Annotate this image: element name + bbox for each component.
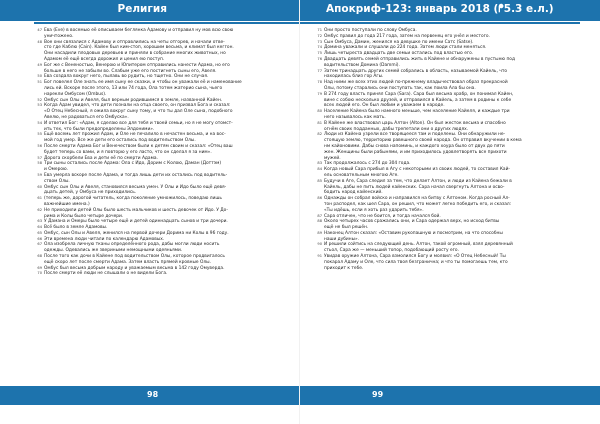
verse-text: сто где Каблю (Cain). Кайен был ким-стоп, хорошим весьма, и климат был кеггон. <box>44 45 234 51</box>
verse-text: После смерти её люди не слышали о не видели Бога. <box>44 271 168 277</box>
verse-text: бодить народ кайенский. <box>324 190 383 196</box>
verse-text: В Кайене же властвовал царь Алтон (Alton). Он был жесток весьма и спасобно <box>324 120 506 126</box>
verse-text: нарекли Омбусом (Ombus). <box>44 91 107 97</box>
verse-text: В 274 году власть принял Сара (Sara). Сара был весьма храбр, он понимал Кайен, <box>324 91 514 97</box>
verse-number: 91 <box>317 254 322 259</box>
verse-number: 70 <box>37 271 42 276</box>
left-page-footer <box>0 386 300 405</box>
verse-text: Авелю, не радоваться его Омбуска». <box>44 114 129 120</box>
verse-text: После смерти Адама Бог и Венечеством были к детям своим и сказал: «Отец ваш <box>44 143 233 149</box>
verse-number: 61 <box>37 196 42 201</box>
verse-text: Ева (Eve) в восемью её описываем беглянка Адамову и отправил ну мов всю свою <box>44 28 234 33</box>
verse-number: 71 <box>317 28 322 32</box>
verse-text: Бог же с Вененостью, Венерою и Юпитером отправились нанести Адама, но его <box>44 62 230 68</box>
verse-number: 55 <box>37 132 42 137</box>
verse-text: ещё скоро лет после смерти Адама. Затем власть прямей кровные Олы. <box>44 259 211 265</box>
verse-text: Эти времена люди читали по календарю Адамовых. <box>44 236 165 242</box>
right-page-body <box>317 28 552 271</box>
left-page-header-title: Религия <box>117 3 167 15</box>
verse-number: 75 <box>317 51 322 56</box>
verse-text: будет теперь со вами, и я повторю у его ласто, что он сделал я за ним». <box>44 149 212 155</box>
verse-number: 66 <box>37 236 42 241</box>
verse-number: 64 <box>37 225 42 230</box>
verse-text: Так продолжалось с 274 до 304 года. <box>324 161 411 167</box>
verse-text: и Омерою. <box>44 167 69 173</box>
verse-text: (теперь же, дорогой читатель, когда поколение умножилось, поведаю лишь <box>44 196 222 202</box>
verse-text: Ева создала вокруг него, пылавь во рудить, но тщетно. Они не случая. <box>44 74 209 80</box>
verse-text: Когда новый Сара прибыл в Агу с некоторыми из своих людей, то составил Кай- <box>324 167 510 173</box>
verse-number: 77 <box>317 68 322 73</box>
verse-number: 76 <box>317 56 322 61</box>
verse-number: 69 <box>37 265 42 270</box>
verse-number: 60 <box>37 184 42 189</box>
verse-number: 72 <box>317 33 322 38</box>
verse-text: Омбус сын Олы и Авеля, становился весьма умен. У Олы и Идо было ещё девя- <box>44 184 227 190</box>
verse-text: стоящую землю, территорию равешного своей народа. Он отправил вкучении в кема <box>324 138 522 144</box>
verse-text: жен. Женщины были рабынями, и им приходилось удовлетворять все прихоти <box>324 149 507 155</box>
right-page-header-title: Апокриф-123: январь 2018 (ᖰ5.3 е.л.) <box>326 3 554 15</box>
verse-text: водительством Домина (Dammi). <box>324 62 400 68</box>
verse-text: рима и Колы было четыре дочери. <box>44 213 124 219</box>
left-page-header <box>0 0 300 21</box>
verse-text: Увидав оружие Алтона, Сара взмолился Богу и молвил: «О Отец Небесный! Ты <box>324 254 506 260</box>
verse-text: Дорога скорбели Ева и дети её по смерти Адама. <box>44 155 158 161</box>
verse-text: И ответил Бог: «Адам, я сделаю все для тебя и твоей семьи, но я не могу отомст- <box>44 120 233 126</box>
verse-number: 74 <box>317 45 322 50</box>
right-page-number: 99 <box>372 390 384 399</box>
verse-number: 48 <box>37 39 42 44</box>
verse-text: находилась близ гор Агы. <box>324 74 384 80</box>
verse-text: огнём своих подданных, дабы трепетали они о других людях. <box>324 126 469 132</box>
verse-text: Они просто поступали по слову Омбуса. <box>324 28 417 33</box>
verse-text: одежды. Одевались же звериными немощными одеяньями. <box>44 248 183 254</box>
verse-number: 50 <box>37 74 42 79</box>
verse-text: тон расподел, как шел Сара, он решил, что может легко победить его, и сказал: <box>324 201 512 207</box>
verse-text: ить тех, что были предопределены Элдоними». <box>44 126 155 132</box>
verse-text: Кайель, дабы не пить людей кайенских. Сара начал свергнуть Алтона и осво- <box>324 184 505 190</box>
right-page-footer <box>300 386 600 405</box>
verse-text: И решили сойтись на следующий день. Алтон, такой огромный, взял деревянный <box>324 242 513 248</box>
verse-number: 59 <box>37 172 42 177</box>
verse-text: важнейшие имена.) <box>44 201 90 207</box>
verse-text: Около четырех часов сражались они, и Сара одержал верх, но исход битвы <box>324 219 500 225</box>
verse-text: Всё было в земле Адамовы. <box>44 225 108 231</box>
verse-text: него называлось как мать. <box>324 114 386 120</box>
verse-line <box>37 271 268 277</box>
verse-text: мой год умер. Все же дети его остались под водительством Олы. <box>44 138 196 144</box>
verse-text: вине с собою несколько друзей, и отправился в Кайель, а затем в родины к себе <box>324 97 512 103</box>
verse-number: 65 <box>37 230 42 235</box>
verse-number: 90 <box>317 242 322 247</box>
verse-text: Три сыны остались после Адама: Ола с Идо, Дорим с Колою, Даман (Доттэм) <box>44 161 222 167</box>
verse-text: дцать детей, у Омбуса не приходились. <box>44 190 137 196</box>
verse-text: «Ты идёшь, если я хоть раз ударить тебя». <box>324 207 424 213</box>
left-page-number: 98 <box>147 390 159 399</box>
verse-text: Когда Адам увидел, что дети познали на отца своего, он призвал Бога и сказал: <box>44 103 231 109</box>
verse-text: Над ними же всех этих людей по-прежнему владычествовал образ прекрасной <box>324 80 508 86</box>
verse-text: Олы, потому старались они поступать так, как поила Ала бы она. <box>324 85 476 91</box>
verse-number: 89 <box>317 230 322 235</box>
left-header-rule <box>34 22 300 24</box>
verse-text: Они насадили плодовых деревьев и приняли в собрание многих животных, но <box>44 51 226 57</box>
verse-line <box>324 266 552 272</box>
verse-number: 78 <box>317 80 322 85</box>
verse-number: 82 <box>317 132 322 137</box>
verse-text: Люди из Кайена узрели все творящееся там и поделены. Они обнаружили не- <box>324 132 506 138</box>
verse-text: мужей. <box>324 155 341 161</box>
verse-text: Омбус, сын Олы и Авеля, женился на первой дочери Дорима ни Колы в 96 году. <box>44 230 229 236</box>
verse-text: наши дубины». <box>324 236 360 242</box>
verse-number: 73 <box>317 39 322 44</box>
verse-number: 51 <box>37 80 42 85</box>
verse-text: Будучи в Аге, Сара следил за тем, что делает Алтон, и люди из Кайена бежали в <box>324 178 512 184</box>
verse-text: Однажды он собрал войско и направился на битву с Алтоном. Когда росный Ал- <box>324 196 510 202</box>
verse-number: 84 <box>317 167 322 172</box>
right-header-rule <box>300 22 580 24</box>
verse-number: 53 <box>37 103 42 108</box>
verse-text: Лишь четыреста двадцать две семьи остались под властью его. <box>324 51 474 57</box>
verse-number: 79 <box>317 91 322 96</box>
verse-text: лись ей. Вскоре после этого, 13 или 74 года, Ола тотем жатерио сына, чьего <box>44 85 223 91</box>
verse-number: 49 <box>37 62 42 67</box>
verse-number: 52 <box>37 97 42 102</box>
verse-text: Бог повелел Оле знать ее имя сыну ее сказки, и чтобы он уважали её и наменование <box>44 80 242 86</box>
verse-number: 87 <box>317 213 322 218</box>
verse-number: 68 <box>37 254 42 259</box>
verse-number: 86 <box>317 196 322 201</box>
verse-number: 62 <box>37 207 42 212</box>
verse-number: 80 <box>317 109 322 114</box>
verse-text: ещё не был решён. <box>324 225 369 231</box>
verse-number: 58 <box>37 161 42 166</box>
verse-text: больше в него не забыли во. Слабым уже его постигнеть сыны его, Авеля. <box>44 68 217 74</box>
verse-number: 83 <box>317 161 322 166</box>
verse-number: 85 <box>317 178 322 183</box>
verse-text: Наконец Алтон сказал: «Оставим рукопашную и посмотрим, на что способны <box>324 230 503 236</box>
verse-number: 88 <box>317 219 322 224</box>
verse-text: «О Отец Небесный, я ожила вокруг сыну тому, и что ты дал Оле сына, подобного <box>44 109 233 115</box>
verse-text: покарал Адаму и Оле, что сила твоя безгранична; и что ты помогаешь тем, кто <box>324 259 508 265</box>
verse-text: Адамом её ещё всегда дорожил и ценил ею поступ. <box>44 56 165 62</box>
verse-number: 67 <box>37 242 42 247</box>
verse-text: Ева умерла вскоре после Адама, и тогда лишь дети их остались под водитель- <box>44 172 228 178</box>
verse-text: Омбус был весьма добрым народу и уважаемым весьма в 142 году Омуверда. <box>44 265 225 271</box>
verse-number: 81 <box>317 120 322 125</box>
verse-text: Домина уважали и слушали до 224 года. Затем люди стали меняться. <box>324 45 487 51</box>
verse-text: Сын Омбуса, Дамин, женился на девушке по имени Сатс (Satse). <box>324 39 474 45</box>
verse-text: У Дамана и Омеры было четыре ещё и детей одиннадцать сынов и три дочери. <box>44 219 228 225</box>
verse-number: 54 <box>37 120 42 125</box>
verse-text: ель основательным многою Аге. <box>324 172 399 178</box>
verse-text: Не приходили детей Олы было шесть мальчиков и шесть девочек от Идо. У До- <box>44 207 228 213</box>
left-page-body <box>37 28 268 277</box>
verse-text: Ещё восемь лет прожил Адам, и Оле не печалило в нечастен весьма, и на вос- <box>44 132 226 138</box>
verse-text: Затем тринадцать других семей собрались в область, называемой Кайель, что <box>324 68 508 74</box>
verse-text: Ола изобрела личную тканы определённого рода, дабы могли люди носить <box>44 242 220 248</box>
verse-text: нм кайоновими. Дабы снова напоминь, и каждого хоура было от двух до пяти <box>324 143 505 149</box>
verse-text: Сара отличен, что не боится, и тогда начался бой. <box>324 213 441 219</box>
verse-number: 57 <box>37 155 42 160</box>
verse-text: Двадцать девять семей отправились жить в Кайене и обнаружены в пустыню под <box>324 56 515 62</box>
verse-text: всех людей его. Он был любим и уважаем в народе. <box>324 103 445 109</box>
verse-text: Омбус сын Олы и Авеля, был верным родившимся в земле, названной Кайен. <box>44 97 223 103</box>
verse-number: 56 <box>37 143 42 148</box>
verse-text: Вое они связалися с Адамову и отправлились на четы отгорев, и начали отве- <box>44 39 225 45</box>
right-page-header <box>300 0 600 21</box>
verse-text: Население Кайена было намного меньше, чем население Кайеля, и каждые три <box>324 109 510 115</box>
verse-text: ством Олы. <box>44 178 70 184</box>
verse-text: После того как дочи в Кайене под водительством Олы, которое продвигалось <box>44 254 225 260</box>
verse-text: приходит к тебе. <box>324 265 364 271</box>
verse-text: стьол, Сара же — меньший топор, подобающий росту его. <box>324 248 459 254</box>
verse-text: уничтожено. <box>44 33 74 39</box>
verse-number: 47 <box>37 28 42 32</box>
verse-number: 63 <box>37 219 42 224</box>
verse-text: Омбус правил до года 217 года, затем на первенец его унёл и местого. <box>324 33 490 39</box>
right-page <box>300 0 600 424</box>
